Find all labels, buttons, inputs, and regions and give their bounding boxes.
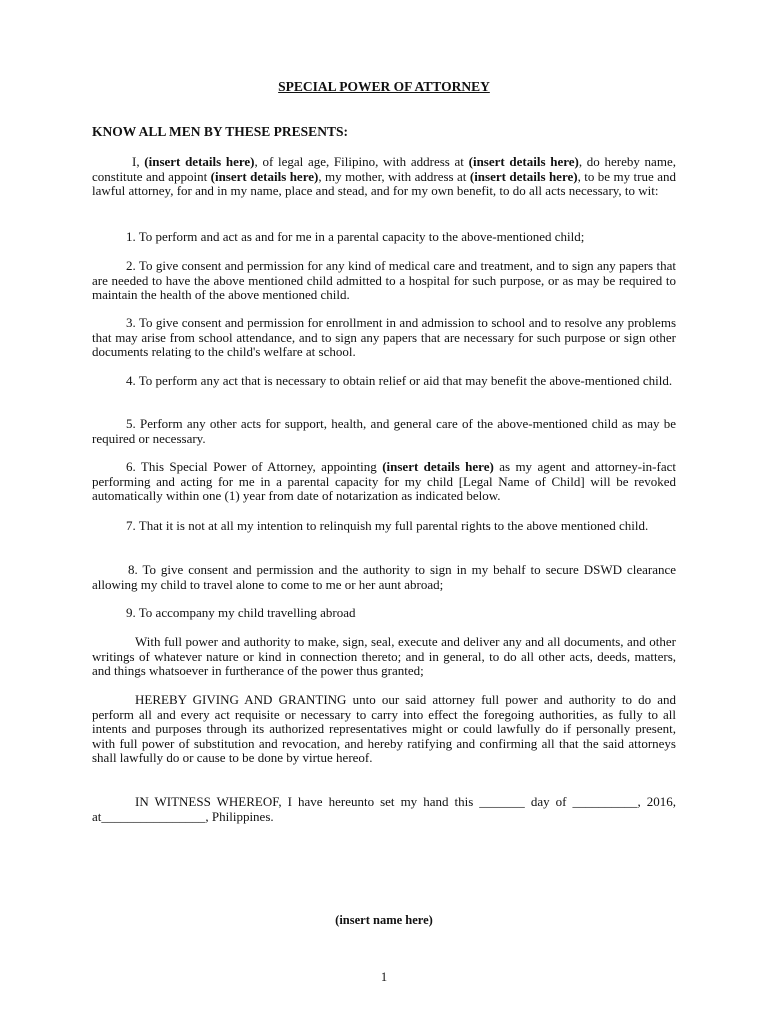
full-power-paragraph: With full power and authority to make, sign, seal, execute and deliver any and all documents, and other writings of whatever nature or kind in connection thereto; and in general, to do all other acts, deeds, matters, and things whatsoever in furtherance of the power thus granted; [92, 634, 676, 679]
intro-text: , my mother, with address at [318, 168, 470, 184]
item-5: 5. Perform any other acts for support, health, and general care of the above-mentioned child as may be required or necessary. [92, 416, 676, 446]
item-4: 4. To perform any act that is necessary to obtain relief or aid that may benefit the above-mentioned child. [126, 373, 673, 388]
item-2: 2. To give consent and permission for any kind of medical care and treatment, and to sign any papers that are needed to have the above mentioned child admitted to a hospital for such purpose, or as may be required to maintain the health of the above mentioned child. [92, 258, 676, 303]
placeholder-text: (insert details here) [382, 459, 494, 474]
intro-text: I, [132, 154, 145, 169]
placeholder-text: (insert details here) [144, 154, 255, 169]
hereby-paragraph: HEREBY GIVING AND GRANTING unto our said attorney full power and authority to do and perform all and every act requisite or necessary to carry into effect the foregoing authorities, as fully to all intents and purposes through its authorized representatives might or could lawfully do if personally present, with full power of substitution and revocation, and hereby ratifying and confirming all that the said attorneys shall lawfully do or cause to be done by virtue hereof. [92, 692, 676, 766]
placeholder-text: (insert details here) [469, 168, 578, 184]
item-9: 9. To accompany my child travelling abroad [126, 605, 356, 620]
placeholder-text: (insert details here) [468, 154, 579, 169]
item-8: 8. To give consent and permission and the authority to sign in my behalf to secure DSWD clearance allowing my child to travel alone to come to me or her aunt abroad; [92, 562, 676, 592]
item-6 [92, 460, 676, 504]
witness-paragraph: IN WITNESS WHEREOF, I have hereunto set my hand this _______ day of __________, 2016, at________________, Philippines. [92, 794, 676, 824]
document-title: SPECIAL POWER OF ATTORNEY [278, 79, 490, 94]
document-heading: KNOW ALL MEN BY THESE PRESENTS: [92, 124, 348, 139]
item-3: 3. To give consent and permission for enrollment in and admission to school and to resolve any problems that may arise from school attendance, and to sign any papers that are necessary for such purpose or sign other documents relating to the child's welfare at school. [92, 315, 676, 360]
item-6-text: 6. This Special Power of Attorney, appointing [126, 459, 383, 474]
intro-paragraph [92, 155, 676, 199]
intro-text: , to be my true and lawful attorney, for and in my name, place and stead, and for my own benefit, to do all acts necessary, to wit: [92, 168, 676, 199]
item-1: 1. To perform and act as and for me in a parental capacity to the above-mentioned child; [126, 229, 585, 244]
item-7: 7. That it is not at all my intention to relinquish my full parental rights to the above mentioned child. [126, 518, 649, 533]
intro-text: , of legal age, Filipino, with address at [254, 154, 469, 169]
item-6-text: as my agent and attorney-in-fact performing and acting for me in a parental capacity for my child [Legal Name of Child] will be revoked automatically within one (1) year from date of notarization as indicated below. [92, 459, 676, 504]
placeholder-text: (insert details here) [210, 168, 319, 184]
page-number: 1 [380, 970, 388, 984]
intro-text: , do hereby name, constitute and appoint [92, 154, 676, 184]
signature-name: (insert name here) [335, 913, 433, 927]
